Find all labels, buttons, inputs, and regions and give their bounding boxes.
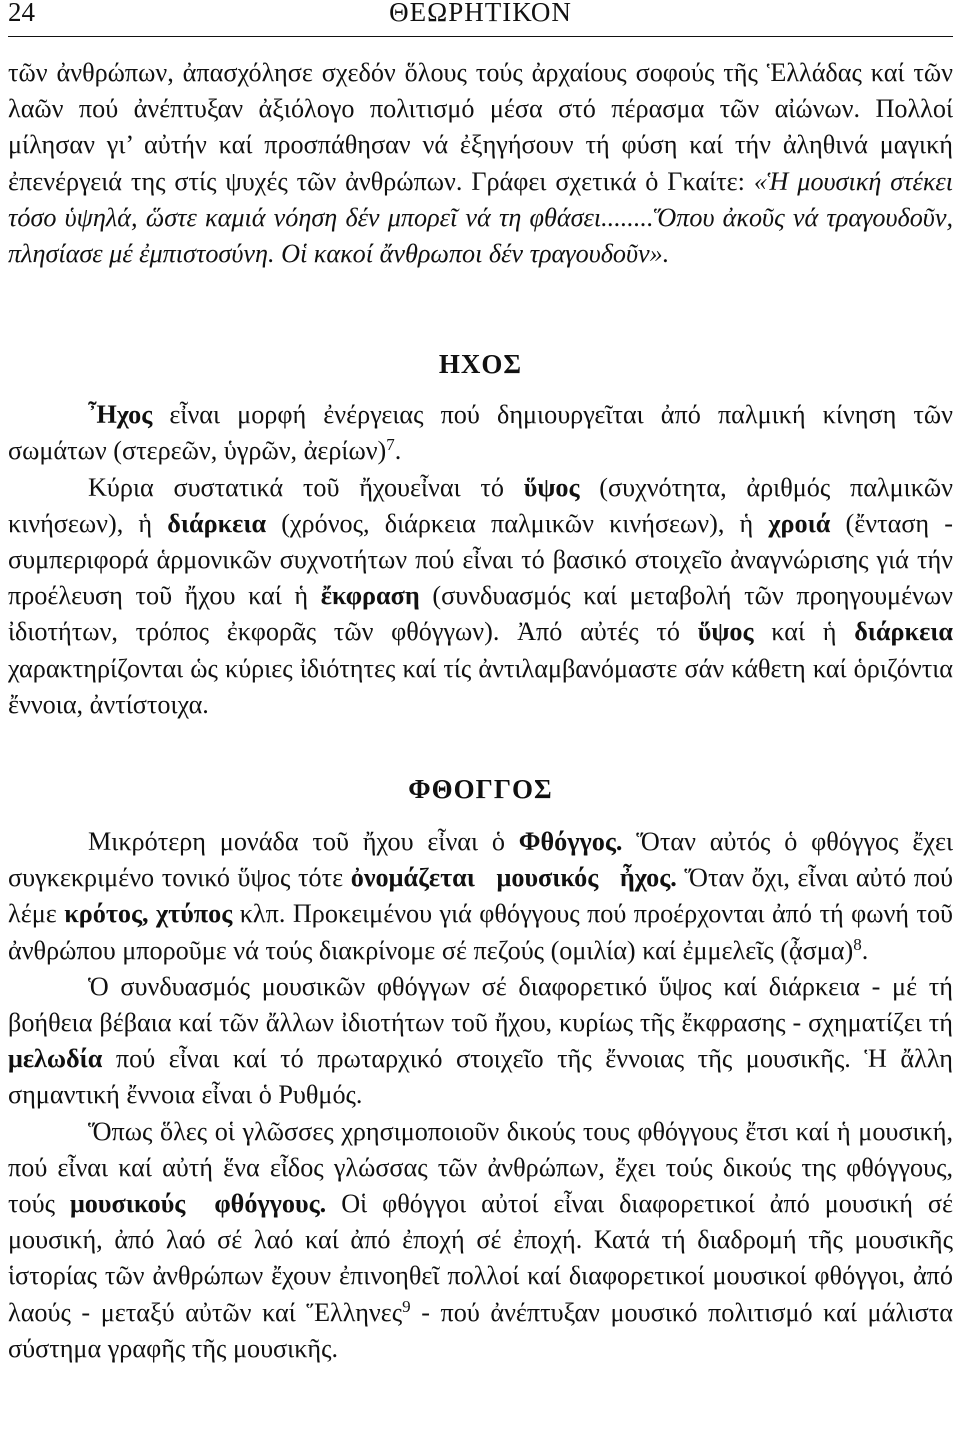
melody-paragraph — [8, 969, 953, 1114]
text-run: (συχνότητα, ἀριθμός παλμικῶν κινήσεων), ἡ — [8, 472, 954, 538]
text-run: . — [394, 436, 402, 466]
text-run: κλπ. Προκειμένου γιά φθόγγους πού προέρχονται ἀπό τή φωνή τοῦ ἀνθρώπου μποροῦμε νά τούς διακρίνομε σέ πεζούς (ομιλία) καί ἐμμελεῖς (ᾆσμα) — [8, 899, 954, 965]
text-run: Οἱ φθόγγοι αὐτοί εἶναι διαφορετικοί ἀπό μουσική σέ μουσική, ἀπό λαό σέ λαό καί ἀπό ἐποχή σέ ἐποχή. Κατά τή διαδρομή τῆς μουσικῆς ἱστορίας τῶν ἀνθρώπων ἔχουν ἐπινοηθεῖ πολλοί καί διαφορετικοί μουσικοί φθόγγοι, ἀπό λαούς - μεταξύ αὐτῶν καί Ἕλληνες — [8, 1189, 953, 1327]
ichos-components-paragraph — [8, 470, 953, 723]
text-run: Μικρότερη μονάδα τοῦ ἤχου εἶναι ὁ — [88, 827, 519, 857]
text-run: Ὁ συνδυασμός μουσικῶν φθόγγων σέ διαφορετικό ὕψος καί διάρκεια - μέ τή βοήθεια βέβαια καί τῶν ἄλλων ἰδιοτήτων τοῦ ἤχου, κυρίως τῆς ἔκφρασης - σχηματίζει τή — [8, 971, 953, 1038]
term-ypsos: ὕψος — [523, 472, 580, 502]
term-melodia: μελωδία — [8, 1044, 103, 1074]
footnote-ref-8: 8 — [853, 934, 862, 954]
text-run: (ἔνταση - συμπεριφορά ἁρμονικῶν συχνοτήτων πού εἶναι τό βασικό στοιχεῖο ἀναγνώρισης γιά τήν προέλευση τοῦ ἤχου καί ἡ — [8, 508, 953, 611]
footnote-ref-7: 7 — [386, 435, 395, 455]
text-run: (χρόνος, διάρκεια παλμικῶν κινήσεων), ἡ — [266, 508, 769, 538]
section-heading-ichos: ΗΧΟΣ — [438, 349, 523, 380]
ichos-definition-paragraph — [8, 397, 953, 469]
text-run: (συνδυασμός καί μεταβολή τῶν προηγουμένων ἰδιοτήτων, τρόπος ἐκφορᾶς τῶν φθόγγων). Ἀπό αὐτές τό — [8, 581, 953, 647]
footnote-ref-9: 9 — [402, 1296, 411, 1316]
term-mousikous-fthongous: μουσικούς φθόγγους. — [69, 1189, 327, 1219]
term-ekfrasi: ἔκφραση — [320, 581, 420, 611]
running-title: ΘΕΩΡΗΤΙΚΟΝ — [389, 0, 572, 27]
text-run: Κύρια συστατικά τοῦ ἤχουεἶναι τό — [88, 472, 524, 502]
text-run: - πού ἀνέπτυξαν μουσικό πολιτισμό καί μάλιστα σύστημα γραφῆς τῆς μουσικῆς. — [8, 1297, 954, 1363]
text-run: χαρακτηρίζονται ὡς κύριες ἰδιότητες καί τίς ἀντιλαμβανόμαστε σάν κάθετη καί ὁριζόντια ἔννοια, ἀντίστοιχα. — [8, 653, 953, 719]
term-diarkeia: διάρκεια — [167, 508, 267, 538]
fthongos-definition-paragraph — [8, 824, 953, 969]
text-run: Ὅταν αὐτός ὁ φθόγγος ἔχει συγκεκριμένο τονικό ὕψος τότε — [8, 827, 953, 893]
page-header — [8, 0, 953, 37]
text-run: Ὅπως ὅλες οἱ γλῶσσες χρησιμοποιοῦν δικούς τους φθόγγους ἔτσι καί ἡ μουσική, πού εἶναι καί αὐτή ἕνα εἶδος γλώσσας τῶν ἀνθρώπων, ἔχει τούς δικούς της φθόγγους, τούς — [8, 1116, 953, 1219]
intro-text: τῶν ἀνθρώπων, ἀπασχόλησε σχεδόν ὅλους τούς ἀρχαίους σοφούς τῆς Ἑλλάδας καί τῶν λαῶν πού ἀνέπτυξαν ἀξιόλογο πολιτισμό μέσα στό πέρασμα τῶν αἰώνων. Πολλοί μίλησαν γι’ αὐτήν καί προσπάθησαν νά ἐξηγήσουν τή φύση καί τήν ἀληθινά μαγική ἐπενέργειά της στίς ψυχές τῶν ἀνθρώπων. Γράφει σχετικά ὁ Γκαίτε: — [8, 58, 953, 196]
term-chroia: χροιά — [768, 508, 831, 538]
term-ypsos: ὕψος — [697, 617, 754, 647]
text-run: καί ἡ — [753, 617, 855, 647]
page-number: 24 — [8, 0, 35, 27]
term-krotos-chtypos: κρότος, χτύπος — [64, 899, 233, 929]
term-diarkeia: διάρκεια — [854, 617, 953, 647]
term-fthongos: Φθόγγος. — [518, 827, 623, 857]
text-run: πού εἶναι καί τό πρωταρχικό στοιχεῖο τῆς ἔννοιας τῆς μουσικῆς. Ἡ ἄλλη σημαντική ἔννοια εἶναι ὁ Ρυθμός. — [8, 1044, 953, 1110]
term-mousikos-ichos: ὀνομάζεται μουσικός ἦχος. — [350, 863, 677, 893]
section-heading-fthongos: ΦΘΟΓΓΟΣ — [408, 774, 553, 805]
goethe-quote: «Ἡ μουσική στέκει τόσο ὑψηλά, ὥστε καμιά νόηση δέν μπορεῖ νά τη φθάσει........Ὅπου ἀκοῦς νά τραγουδοῦν, πλησίασε μέ ἐμπιστοσύνη. Οἱ κακοί ἄνθρωποι δέν τραγουδοῦν». — [8, 166, 953, 269]
term-ichos: Ἦχος — [88, 400, 153, 430]
musical-tones-paragraph — [8, 1114, 953, 1367]
text-run: εἶναι μορφή ἐνέργειας πού δημιουργεῖται ἀπό παλμική κίνηση τῶν σωμάτων (στερεῶν, ὑγρῶν, ἀερίων) — [8, 400, 953, 466]
text-run: . — [861, 935, 869, 965]
intro-paragraph — [8, 55, 953, 272]
text-run: Ὅταν ὄχι, εἶναι αὐτό πού λέμε — [8, 863, 954, 929]
